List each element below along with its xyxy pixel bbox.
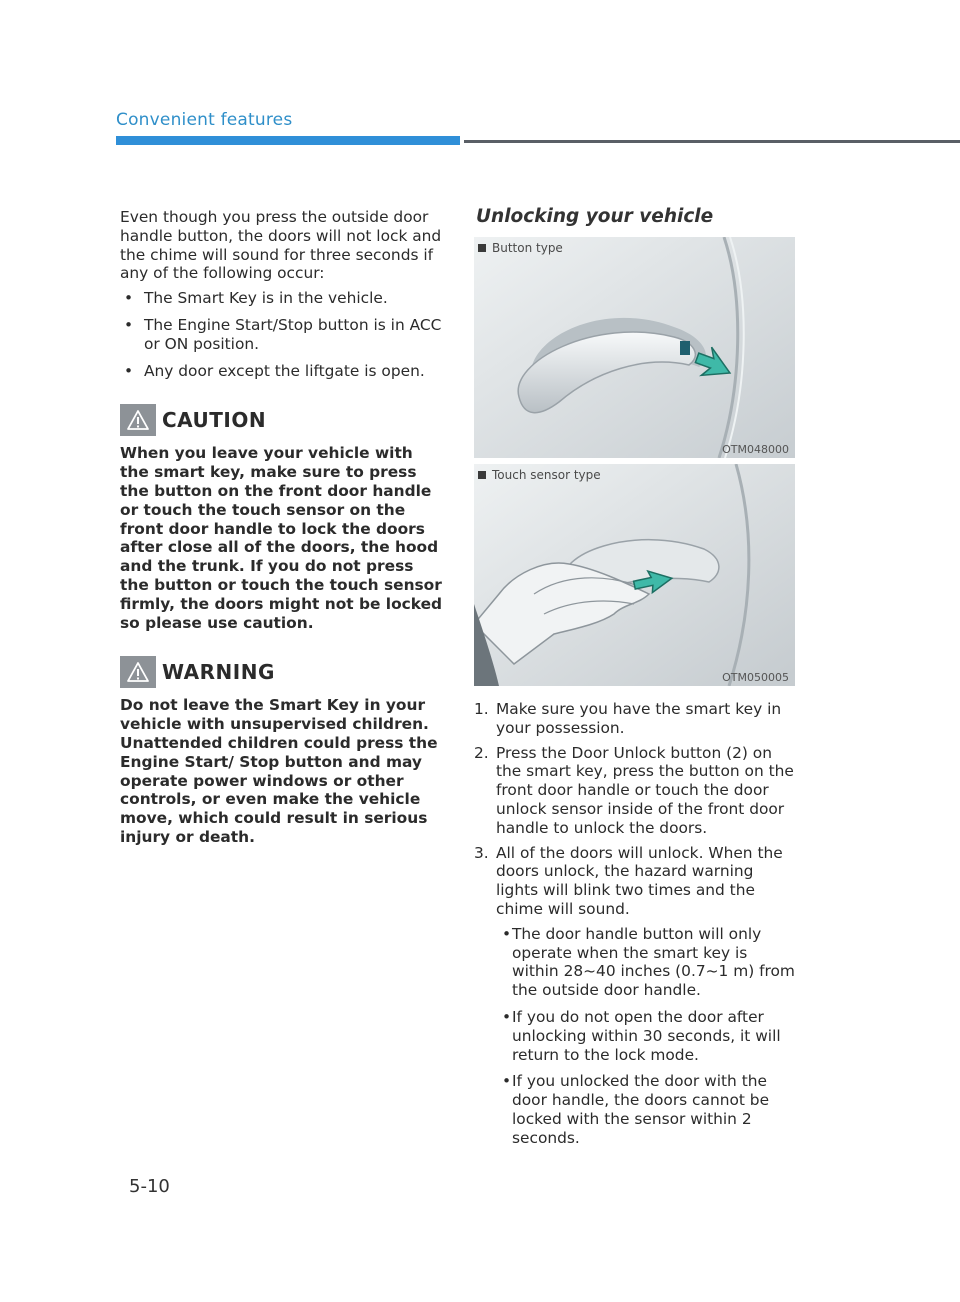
hand-on-handle-illustration — [474, 464, 795, 686]
bullet-icon: • — [502, 924, 512, 943]
warning-text: Do not leave the Smart Key in your vehicle with unsupervised children. Unattended children could press the Engine Start/ Stop button and may operate power windows or other controls, or even make the vehicle move, which could result in serious injury or death. — [120, 696, 438, 846]
list-item: • The door handle button will only operate when the smart key is within 28~40 inches (0.7~1 m) from the outside door handle. — [502, 924, 795, 1000]
bullet-icon: • — [502, 1072, 512, 1091]
figure-code: OTM048000 — [722, 443, 789, 456]
bullet-icon: • — [124, 289, 134, 308]
caution-text: When you leave your vehicle with the smart key, make sure to press the button on the front door handle or touch the touch sensor on the front door handle to lock the doors after close all of the doors, the hood and the trunk. If you do not press the button or touch the touch sensor firmly, the doors might not be locked so please use caution. — [120, 444, 443, 632]
right-column — [474, 206, 796, 1156]
condition-list — [120, 289, 446, 380]
caution-box — [120, 404, 446, 632]
list-item: 2. Press the Door Unlock button (2) on the smart key, press the button on the front door handle or touch the door unlock sensor inside of the front door handle to unlock the doors. — [474, 743, 794, 837]
figure-label: Button type — [478, 241, 563, 255]
step-notes — [496, 925, 796, 1148]
list-item: • If you unlocked the door with the door handle, the doors cannot be locked with the sensor within 2 seconds. — [502, 1072, 770, 1147]
intro-paragraph: Even though you press the outside door handle button, the doors will not lock and the chime will sound for three seconds if any of the following occur: — [120, 208, 442, 283]
door-handle-illustration — [474, 237, 795, 458]
page-number: 5-10 — [129, 1176, 170, 1197]
warning-triangle-icon — [120, 656, 156, 688]
list-item: • Any door except the liftgate is open. — [124, 361, 425, 380]
figure-touch-sensor-type — [474, 464, 795, 686]
header-divider-rule — [464, 140, 960, 143]
left-column — [120, 208, 446, 847]
warning-title: WARNING — [162, 660, 275, 685]
figure-label: Touch sensor type — [478, 468, 601, 482]
list-item: • If you do not open the door after unlocking within 30 seconds, it will return to the lock mode. — [502, 1007, 781, 1064]
list-item: • The Smart Key is in the vehicle. — [124, 289, 388, 308]
caution-title: CAUTION — [162, 408, 267, 433]
square-bullet-icon — [478, 471, 486, 479]
unlock-steps — [474, 700, 796, 1148]
square-bullet-icon — [478, 244, 486, 252]
bullet-icon: • — [502, 1007, 512, 1026]
list-item: 1. Make sure you have the smart key in your possession. — [474, 700, 782, 737]
warning-triangle-icon — [120, 404, 156, 436]
header-accent-rule — [116, 136, 460, 145]
list-item: • The Engine Start/Stop button is in ACC or ON position. — [124, 315, 442, 353]
bullet-icon: • — [124, 361, 134, 380]
subsection-heading: Unlocking your vehicle — [476, 206, 714, 227]
list-item: 3. All of the doors will unlock. When the doors unlock, the hazard warning lights will blink two times and the chime will sound. • The door handle button will only operate when the smart key is within 28~40 inches (0.7~1 m) from the outside door handle. • If you do not open the door after unlocking within 30 seconds, it will return to the lock mode. • If you unlocked the door with the door handle, the doors cannot be locked with the sensor within 2 seconds. — [474, 843, 795, 1147]
figure-code: OTM050005 — [722, 671, 789, 684]
warning-box — [120, 656, 446, 846]
bullet-icon: • — [124, 315, 134, 334]
section-title: Convenient features — [116, 110, 293, 130]
figure-button-type — [474, 237, 795, 458]
